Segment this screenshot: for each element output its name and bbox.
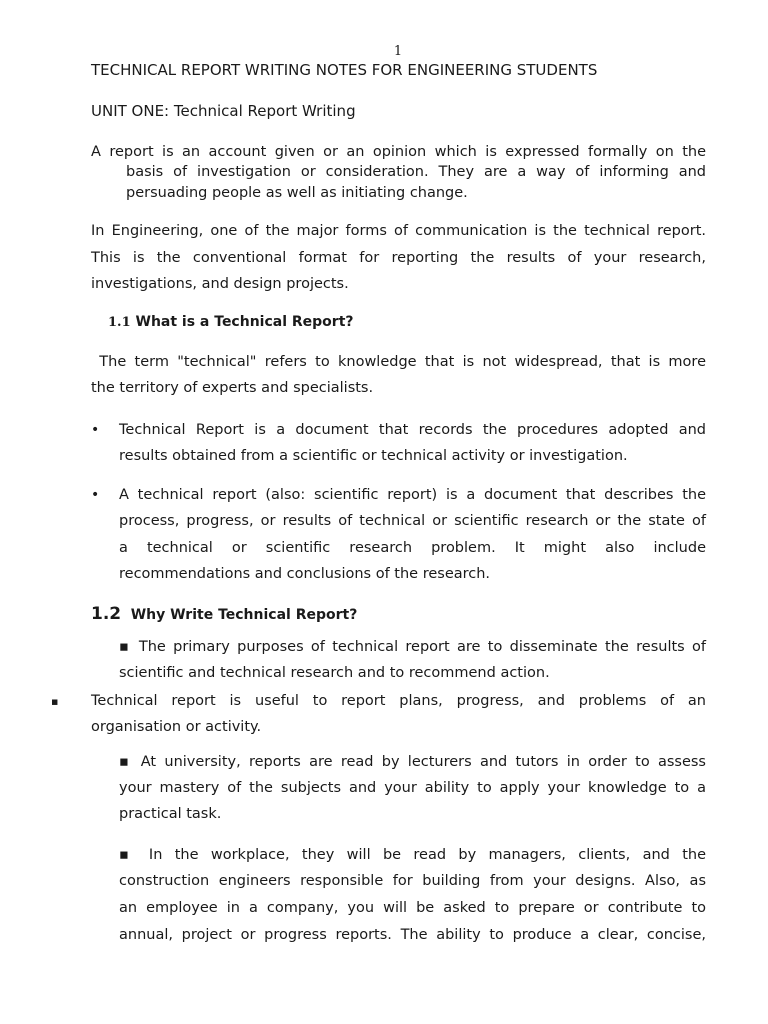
bullet-line: Technical Report is a document that records the procedures adopted and [119,422,706,438]
term-line: the territory of experts and specialists. [91,380,374,396]
intro-line: persuading people as well as initiating change. [126,185,468,201]
purpose-line: an employee in a company, you will be asked to prepare or contribute to [119,900,706,916]
purpose-line: ▪ At university, reports are read by lecturers and tutors in order to assess [119,754,706,770]
purpose-line: your mastery of the subjects and your ability to apply your knowledge to a [119,780,706,796]
engineering-line: investigations, and design projects. [91,276,349,292]
unit-heading: UNIT ONE: Technical Report Writing [91,102,356,120]
section-number: 1.1 [108,315,131,330]
section-heading-1-1 [108,314,354,330]
term-line: The term "technical" refers to knowledge that is not widespread, that is more [91,354,706,370]
section-heading-1-2 [91,604,357,624]
purpose-line: Technical report is useful to report plans, progress, and problems of an [91,693,706,709]
bullet-marker: • [91,422,100,438]
document-title: TECHNICAL REPORT WRITING NOTES FOR ENGINEERING STUDENTS [91,61,598,79]
section-number: 1.2 [91,604,122,624]
engineering-line: In Engineering, one of the major forms of communication is the technical report. [91,223,706,239]
bullet-line: results obtained from a scientific or technical activity or investigation. [119,448,628,464]
section-title: What is a Technical Report? [135,314,354,330]
intro-line: basis of investigation or consideration. They are a way of informing and [126,164,706,180]
purpose-line: ▪ The primary purposes of technical report are to disseminate the results of [119,639,706,655]
purpose-line: construction engineers responsible for building from your designs. Also, as [119,873,706,889]
bullet-line: A technical report (also: scientific report) is a document that describes the [119,487,706,503]
purpose-line: annual, project or progress reports. The ability to produce a clear, concise, [119,927,706,943]
bullet-line: process, progress, or results of technical or scientific research or the state of [119,513,706,529]
intro-line: A report is an account given or an opinion which is expressed formally on the [91,144,706,160]
bullet-line: a technical or scientific research problem. It might also include [119,540,706,556]
bullet-line: recommendations and conclusions of the research. [119,566,491,582]
section-title: Why Write Technical Report? [130,607,358,623]
purpose-line: organisation or activity. [91,719,262,735]
purpose-line: ▪ In the workplace, they will be read by managers, clients, and the [119,847,706,863]
page-number: 1 [393,44,403,59]
square-bullet-marker: ▪ [51,695,59,708]
bullet-marker: • [91,487,100,503]
engineering-line: This is the conventional format for reporting the results of your research, [91,250,706,266]
purpose-line: scientific and technical research and to recommend action. [119,665,550,681]
purpose-line: practical task. [119,806,222,822]
